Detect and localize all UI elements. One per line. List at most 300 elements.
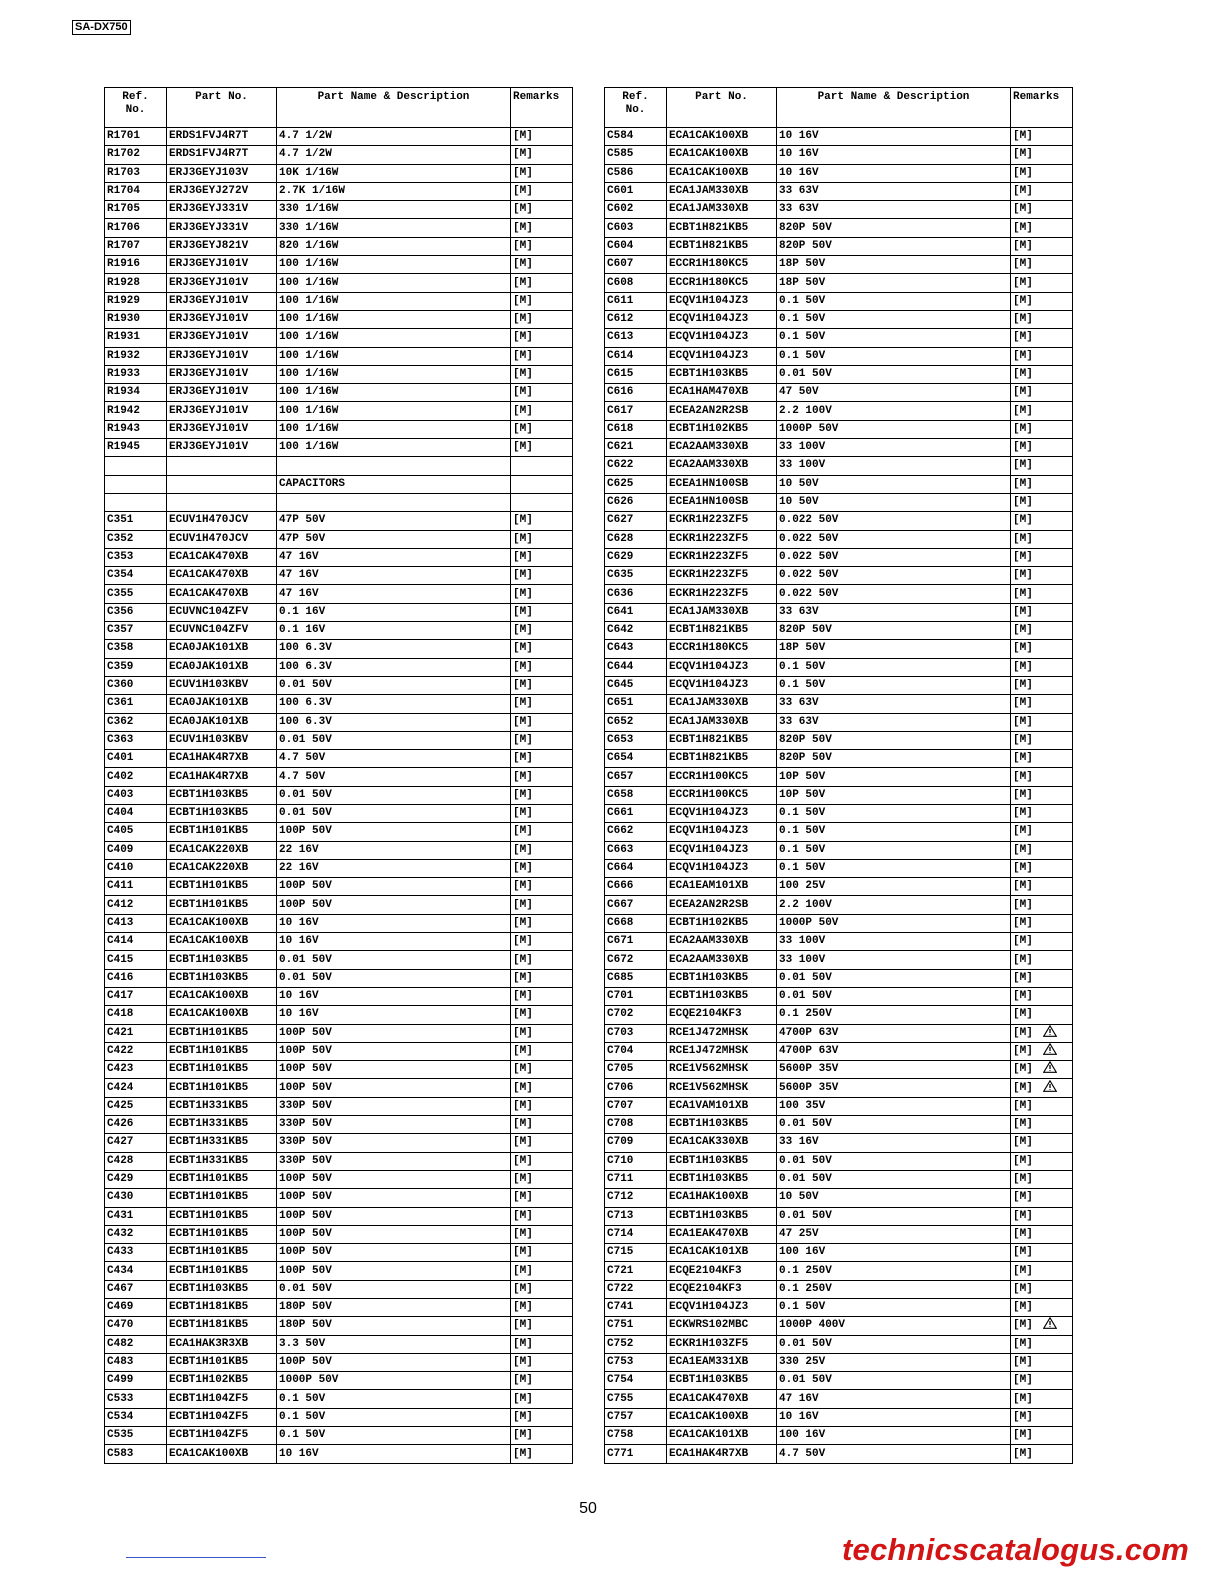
description-cell — [277, 658, 511, 676]
part-no-text: ECBT1H101KB5 — [169, 1191, 249, 1204]
description-text: 100 1/16W — [279, 331, 339, 344]
description-text: 4700P 63V — [779, 1026, 839, 1039]
part-no-cell — [167, 347, 277, 365]
ref-no-cell — [105, 219, 167, 237]
remarks-cell — [1011, 1225, 1073, 1243]
remarks-cell — [511, 1280, 573, 1298]
table-row — [605, 292, 1073, 310]
description-cell — [277, 1244, 511, 1262]
description-text: 33 100V — [779, 441, 826, 454]
remarks-cell — [511, 219, 573, 237]
part-no-text: ERJ3GEYJ101V — [169, 404, 249, 417]
ref-no-text: R1945 — [107, 441, 141, 454]
remarks-text: [M] — [513, 1118, 533, 1131]
description-text: 33 63V — [779, 185, 819, 198]
remarks-cell — [1011, 640, 1073, 658]
table-row — [605, 1225, 1073, 1243]
description-text: 0.1 250V — [779, 1264, 832, 1277]
part-no-text: ERJ3GEYJ101V — [169, 331, 249, 344]
ref-no-cell — [605, 512, 667, 530]
description-cell — [777, 1042, 1011, 1060]
description-text: 820P 50V — [779, 752, 832, 765]
remarks-text: [M] — [1013, 1026, 1033, 1039]
part-no-cell — [667, 676, 777, 694]
description-cell — [777, 1207, 1011, 1225]
table-row — [605, 1024, 1073, 1042]
ref-no-cell — [605, 201, 667, 219]
table-row — [105, 768, 573, 786]
table-row — [105, 1006, 573, 1024]
part-no-text: ECBT1H181KB5 — [169, 1301, 249, 1314]
remarks-cell — [1011, 1152, 1073, 1170]
description-cell — [277, 1390, 511, 1408]
description-text: 33 63V — [779, 715, 819, 728]
part-no-cell — [167, 859, 277, 877]
ref-no-cell — [105, 859, 167, 877]
ref-no-text: C616 — [607, 386, 634, 399]
description-cell — [777, 658, 1011, 676]
remarks-cell — [1011, 1024, 1073, 1042]
description-text: 0.1 50V — [779, 294, 826, 307]
description-cell — [777, 128, 1011, 146]
ref-no-cell — [105, 676, 167, 694]
part-no-cell — [167, 548, 277, 566]
ref-no-cell — [605, 439, 667, 457]
part-no-cell — [667, 256, 777, 274]
remarks-cell — [1011, 658, 1073, 676]
ref-no-text: C403 — [107, 788, 134, 801]
ref-no-cell — [605, 987, 667, 1005]
table-row — [105, 128, 573, 146]
ref-no-text: R1943 — [107, 422, 141, 435]
remarks-cell — [511, 731, 573, 749]
remarks-cell — [511, 512, 573, 530]
ref-no-text: C741 — [607, 1301, 634, 1314]
ref-no-text: C635 — [607, 569, 634, 582]
remarks-cell — [1011, 1280, 1073, 1298]
remarks-text: [M] — [513, 1044, 533, 1057]
remarks-cell — [511, 933, 573, 951]
remarks-text: [M] — [1013, 697, 1033, 710]
ref-no-cell — [105, 274, 167, 292]
ref-no-text: C534 — [107, 1410, 134, 1423]
part-no-cell — [167, 457, 277, 475]
ref-no-text: C432 — [107, 1227, 134, 1240]
remarks-text: [M] — [1013, 1044, 1033, 1057]
part-no-text: ECA1HAK100XB — [669, 1191, 749, 1204]
header-remarks: Remarks — [1011, 88, 1073, 128]
ref-no-cell — [105, 402, 167, 420]
remarks-text: [M] — [513, 1319, 533, 1332]
ref-no-cell — [605, 622, 667, 640]
description-text: 10 16V — [779, 148, 819, 161]
description-text: 820 1/16W — [279, 239, 339, 252]
ref-no-text: C671 — [607, 935, 634, 948]
table-row — [105, 493, 573, 511]
part-no-cell — [667, 1317, 777, 1335]
ref-no-text: C415 — [107, 953, 134, 966]
description-cell — [777, 622, 1011, 640]
remarks-cell — [1011, 164, 1073, 182]
part-no-text: ECA1HAK3R3XB — [169, 1337, 249, 1350]
remarks-cell — [1011, 347, 1073, 365]
table-row — [105, 1024, 573, 1042]
table-row — [605, 987, 1073, 1005]
table-row — [605, 475, 1073, 493]
remarks-cell — [511, 1134, 573, 1152]
part-no-text: ECKR1H103ZF5 — [669, 1337, 749, 1350]
description-text: 100 6.3V — [279, 715, 332, 728]
part-no-cell — [167, 1170, 277, 1188]
ref-no-text: C423 — [107, 1063, 134, 1076]
remarks-text: [M] — [513, 294, 533, 307]
description-cell — [777, 1353, 1011, 1371]
remarks-text: [M] — [1013, 368, 1033, 380]
part-no-text: ECKWRS102MBC — [669, 1319, 749, 1332]
table-row — [605, 493, 1073, 511]
remarks-text: [M] — [1013, 1099, 1033, 1112]
ref-no-cell — [105, 475, 167, 493]
description-cell — [277, 256, 511, 274]
part-no-text: ECCR1H180KC5 — [669, 642, 749, 655]
ref-no-text: C771 — [607, 1447, 634, 1460]
description-cell — [777, 1116, 1011, 1134]
ref-no-cell — [605, 384, 667, 402]
remarks-text: [M] — [513, 221, 533, 234]
description-text: 0.01 50V — [779, 368, 832, 380]
table-row — [105, 1042, 573, 1060]
description-text: 330 1/16W — [279, 203, 339, 216]
table-row — [605, 786, 1073, 804]
table-row — [105, 658, 573, 676]
ref-no-cell — [105, 750, 167, 768]
ref-no-cell — [105, 896, 167, 914]
remarks-text: [M] — [513, 550, 533, 563]
description-text: 5600P 35V — [779, 1081, 839, 1094]
description-cell — [277, 896, 511, 914]
description-text: 0.1 50V — [779, 843, 826, 856]
part-no-cell — [167, 1244, 277, 1262]
ref-no-cell — [105, 951, 167, 969]
part-no-cell — [667, 182, 777, 200]
description-text: 100P 50V — [279, 825, 332, 838]
description-text: 10P 50V — [779, 788, 826, 801]
description-text: 0.1 50V — [279, 1429, 326, 1442]
remarks-text: [M] — [1013, 660, 1033, 673]
table-row — [105, 146, 573, 164]
ref-no-cell — [605, 292, 667, 310]
remarks-text: [M] — [513, 1429, 533, 1442]
description-cell — [777, 493, 1011, 511]
remarks-cell — [511, 182, 573, 200]
part-no-cell — [167, 1427, 277, 1445]
remarks-text: [M] — [1013, 203, 1033, 216]
remarks-cell — [511, 622, 573, 640]
ref-no-cell — [105, 512, 167, 530]
ref-no-cell — [605, 750, 667, 768]
remarks-text: [M] — [1013, 990, 1033, 1003]
description-cell — [777, 640, 1011, 658]
description-cell — [277, 274, 511, 292]
ref-no-cell — [105, 1006, 167, 1024]
description-text: 47 50V — [779, 386, 819, 399]
part-no-cell — [167, 750, 277, 768]
remarks-cell — [511, 420, 573, 438]
ref-no-cell — [105, 146, 167, 164]
description-text: 0.1 50V — [779, 349, 826, 362]
description-text: 100P 50V — [279, 1173, 332, 1186]
part-no-cell — [667, 896, 777, 914]
remarks-cell — [511, 128, 573, 146]
part-no-cell — [667, 933, 777, 951]
part-no-cell — [167, 823, 277, 841]
remarks-text: [M] — [1013, 1337, 1033, 1350]
ref-no-text: C354 — [107, 569, 134, 582]
remarks-cell — [511, 658, 573, 676]
remarks-cell — [1011, 695, 1073, 713]
table-row — [605, 768, 1073, 786]
description-cell — [777, 1317, 1011, 1335]
remarks-cell — [511, 439, 573, 457]
description-cell — [777, 567, 1011, 585]
remarks-cell — [1011, 933, 1073, 951]
remarks-text: [M] — [513, 880, 533, 893]
remarks-cell — [511, 201, 573, 219]
table-row — [105, 1372, 573, 1390]
ref-no-cell — [105, 567, 167, 585]
remarks-text: [M] — [513, 404, 533, 417]
description-cell — [777, 1170, 1011, 1188]
description-cell — [277, 475, 511, 493]
remarks-cell — [511, 384, 573, 402]
description-text: 100P 50V — [279, 1191, 332, 1204]
table-row — [105, 329, 573, 347]
ref-no-text: C360 — [107, 679, 134, 692]
description-cell — [277, 603, 511, 621]
part-no-cell — [667, 439, 777, 457]
warning-triangle-icon — [1043, 1080, 1057, 1092]
description-cell — [777, 987, 1011, 1005]
table-row — [605, 146, 1073, 164]
part-no-cell — [667, 1097, 777, 1115]
ref-no-text: C613 — [607, 331, 634, 344]
description-cell — [777, 292, 1011, 310]
ref-no-text: C658 — [607, 788, 634, 801]
ref-no-text: C641 — [607, 605, 634, 618]
table-row — [605, 384, 1073, 402]
remarks-cell — [511, 1244, 573, 1262]
part-no-text: ECA1JAM330XB — [669, 605, 749, 618]
remarks-text: [M] — [513, 130, 533, 143]
part-no-text: ECBT1H331KB5 — [169, 1099, 249, 1112]
part-no-text: ECBT1H103KB5 — [669, 1118, 749, 1131]
part-no-cell — [167, 439, 277, 457]
remarks-cell — [511, 310, 573, 328]
description-cell — [777, 1408, 1011, 1426]
remarks-text: [M] — [513, 1154, 533, 1167]
remarks-cell — [511, 1427, 573, 1445]
table-row — [605, 1445, 1073, 1463]
table-row — [605, 1061, 1073, 1079]
ref-no-text: C608 — [607, 276, 634, 289]
part-no-cell — [167, 237, 277, 255]
remarks-text: [M] — [1013, 1154, 1033, 1167]
part-no-text: ECUV1H470JCV — [169, 514, 249, 527]
remarks-cell — [1011, 823, 1073, 841]
part-no-text: ECKR1H223ZF5 — [669, 587, 749, 600]
description-text: 180P 50V — [279, 1301, 332, 1314]
part-no-cell — [167, 585, 277, 603]
part-no-text: ECBT1H821KB5 — [669, 239, 749, 252]
part-no-cell — [667, 1152, 777, 1170]
ref-no-cell — [605, 695, 667, 713]
ref-no-cell — [605, 1170, 667, 1188]
ref-no-text: C612 — [607, 313, 634, 326]
remarks-cell — [1011, 1097, 1073, 1115]
ref-no-text: C615 — [607, 368, 634, 380]
part-no-cell — [667, 823, 777, 841]
remarks-text: [M] — [1013, 386, 1033, 399]
part-no-cell — [667, 274, 777, 292]
table-row — [605, 1152, 1073, 1170]
description-cell — [777, 237, 1011, 255]
remarks-text: [M] — [513, 422, 533, 435]
remarks-text: [M] — [1013, 276, 1033, 289]
remarks-cell — [511, 841, 573, 859]
description-text: 33 63V — [779, 605, 819, 618]
ref-no-cell — [605, 1390, 667, 1408]
description-text: 0.01 50V — [279, 733, 332, 746]
description-cell — [277, 1134, 511, 1152]
part-no-text: ECQV1H104JZ3 — [669, 660, 749, 673]
part-no-cell — [167, 567, 277, 585]
table-row — [605, 1299, 1073, 1317]
remarks-cell — [1011, 804, 1073, 822]
part-no-cell — [167, 219, 277, 237]
ref-no-cell — [105, 622, 167, 640]
part-no-text: ECA1CAK100XB — [669, 148, 749, 161]
ref-no-text: C430 — [107, 1191, 134, 1204]
table-row — [605, 1408, 1073, 1426]
table-row — [105, 1335, 573, 1353]
description-text: 4.7 50V — [279, 752, 326, 765]
ref-no-text: C614 — [607, 349, 634, 362]
remarks-cell — [511, 987, 573, 1005]
remarks-text: [M] — [513, 1026, 533, 1039]
part-no-text: ERJ3GEYJ821V — [169, 239, 249, 252]
part-no-cell — [667, 1006, 777, 1024]
remarks-cell — [511, 1390, 573, 1408]
table-row — [105, 201, 573, 219]
remarks-cell — [511, 1042, 573, 1060]
ref-no-text: R1706 — [107, 221, 141, 234]
description-cell — [277, 1006, 511, 1024]
table-row — [105, 548, 573, 566]
table-row — [605, 548, 1073, 566]
remarks-text: [M] — [513, 368, 533, 380]
description-cell — [277, 146, 511, 164]
ref-no-cell — [105, 237, 167, 255]
description-cell — [777, 420, 1011, 438]
part-no-cell — [167, 1335, 277, 1353]
ref-no-text: R1932 — [107, 349, 141, 362]
remarks-cell — [511, 1006, 573, 1024]
ref-no-text: R1942 — [107, 404, 141, 417]
ref-no-text: C625 — [607, 477, 634, 490]
description-cell — [277, 1299, 511, 1317]
ref-no-cell — [605, 804, 667, 822]
ref-no-cell — [105, 128, 167, 146]
part-no-text: ECBT1H181KB5 — [169, 1319, 249, 1332]
description-cell — [277, 1317, 511, 1335]
remarks-cell — [1011, 530, 1073, 548]
ref-no-text: C421 — [107, 1026, 134, 1039]
part-no-cell — [667, 622, 777, 640]
part-no-cell — [167, 1372, 277, 1390]
description-text: CAPACITORS — [279, 477, 346, 490]
description-text: 0.1 250V — [779, 1008, 832, 1021]
description-text: 100P 50V — [279, 1081, 332, 1094]
part-no-text: ERJ3GEYJ101V — [169, 349, 249, 362]
header-description: Part Name & Description — [277, 88, 511, 128]
remarks-cell — [1011, 622, 1073, 640]
description-cell — [277, 750, 511, 768]
ref-no-cell — [105, 987, 167, 1005]
ref-no-cell — [605, 878, 667, 896]
table-row — [105, 439, 573, 457]
table-row — [105, 786, 573, 804]
description-cell — [277, 1427, 511, 1445]
part-no-cell — [667, 548, 777, 566]
ref-no-text: R1916 — [107, 258, 141, 271]
table-row — [105, 878, 573, 896]
parts-table-right-body — [605, 128, 1073, 1464]
remarks-text: [M] — [513, 313, 533, 326]
remarks-cell — [1011, 420, 1073, 438]
remarks-cell — [511, 969, 573, 987]
description-cell — [277, 182, 511, 200]
remarks-text: [M] — [513, 752, 533, 765]
warning-triangle-icon — [1043, 1025, 1057, 1037]
remarks-text: [M] — [1013, 1356, 1033, 1369]
remarks-cell — [511, 823, 573, 841]
ref-no-text: C654 — [607, 752, 634, 765]
remarks-text: [M] — [513, 386, 533, 399]
ref-no-cell — [605, 1006, 667, 1024]
remarks-text: [M] — [1013, 166, 1033, 179]
table-row — [605, 658, 1073, 676]
ref-no-text: C652 — [607, 715, 634, 728]
part-no-text: ECBT1H101KB5 — [169, 1227, 249, 1240]
description-cell — [777, 1006, 1011, 1024]
part-no-text: ECA1HAK4R7XB — [169, 770, 249, 783]
remarks-text: [M] — [1013, 1136, 1033, 1149]
table-row — [105, 384, 573, 402]
part-no-text: ECA0JAK101XB — [169, 660, 249, 673]
table-row — [605, 329, 1073, 347]
part-no-cell — [167, 1225, 277, 1243]
remarks-cell — [1011, 457, 1073, 475]
ref-no-cell — [105, 695, 167, 713]
part-no-cell — [667, 347, 777, 365]
part-no-cell — [667, 1335, 777, 1353]
description-cell — [277, 768, 511, 786]
description-text: 2.7K 1/16W — [279, 185, 346, 198]
description-text: 0.1 50V — [779, 862, 826, 875]
remarks-cell — [511, 1207, 573, 1225]
ref-no-cell — [605, 1445, 667, 1463]
description-text: 33 63V — [779, 203, 819, 216]
